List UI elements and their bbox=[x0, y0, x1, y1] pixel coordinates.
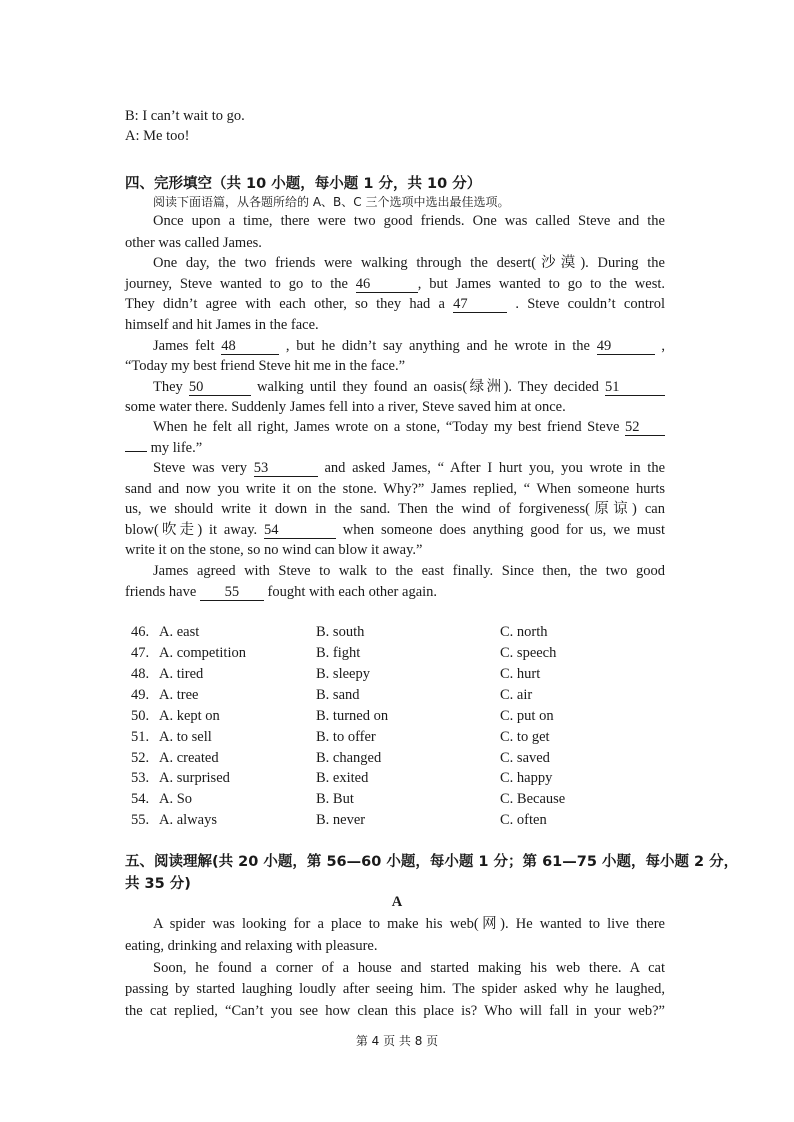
option-c[interactable]: C. put on bbox=[500, 708, 554, 724]
option-c[interactable]: C. north bbox=[500, 624, 548, 640]
cloze-p7-line2: friends have 55 fought with each other again. bbox=[125, 584, 438, 600]
blank-55[interactable]: 55 bbox=[200, 584, 264, 601]
option-a[interactable]: A. tree bbox=[159, 687, 199, 703]
reading-p1-line2: eating, drinking and relaxing with pleasure. bbox=[125, 938, 378, 954]
cloze-p6-line1: Steve was very 53 and asked James, “ After I hurt you, you wrote in the bbox=[153, 460, 666, 476]
reading-p1-line1: A spider was looking for a place to make his web(网). He wanted to live there bbox=[153, 916, 665, 932]
blank-48[interactable]: 48 bbox=[221, 338, 279, 355]
option-b[interactable]: B. south bbox=[316, 624, 365, 640]
cloze-p2-line2: journey, Steve wanted to go to the 46 , but James wanted to go to the west. bbox=[125, 276, 666, 292]
cloze-section-heading: 四、完形填空（共 10 小题，每小题 1 分，共 10 分） bbox=[125, 176, 482, 192]
blank-50[interactable]: 50 bbox=[189, 379, 251, 396]
cloze-p6-line4: blow(吹走) it away. 54 when someone does anything good for us, we must bbox=[125, 522, 666, 538]
option-b[interactable]: B. to offer bbox=[316, 729, 376, 745]
dialogue-line-a: A: Me too! bbox=[125, 128, 190, 144]
option-a[interactable]: A. to sell bbox=[159, 729, 212, 745]
cloze-p3-line1: James felt 48 , but he didn’t say anything and he wrote in the 49 , bbox=[153, 338, 666, 354]
cloze-p5-line2: my life.” bbox=[125, 438, 665, 458]
blank-51[interactable]: 51 bbox=[605, 379, 665, 396]
option-row: 48. A. tired B. sleepy C. hurt bbox=[131, 666, 541, 682]
blank-54[interactable]: 54 bbox=[264, 522, 336, 539]
blank-49[interactable]: 49 bbox=[597, 338, 655, 355]
option-a[interactable]: A. surprised bbox=[159, 770, 230, 786]
cloze-p6-line3: us, we should write it down in the sand. Then the wind of forgiveness(原谅) can bbox=[125, 501, 665, 517]
option-b[interactable]: B. never bbox=[316, 812, 366, 828]
option-row: 46. A. east B. south C. north bbox=[131, 624, 548, 640]
cloze-p5-line1: When he felt all right, James wrote on a stone, “Today my best friend Steve 52 bbox=[153, 417, 665, 437]
option-c[interactable]: C. air bbox=[500, 687, 533, 703]
passage-label: A bbox=[391, 894, 403, 910]
cloze-p3-line2: “Today my best friend Steve hit me in the face.” bbox=[125, 358, 406, 374]
reading-section-heading-cont: 共 35 分) bbox=[125, 876, 191, 892]
option-c[interactable]: C. Because bbox=[500, 791, 566, 807]
cloze-p6-line2: sand and now you write it on the stone. Why?” James replied, “ When someone hurts bbox=[125, 481, 665, 497]
option-a[interactable]: A. tired bbox=[159, 666, 204, 682]
cloze-p1-line2: other was called James. bbox=[125, 235, 262, 251]
reading-p2-line2: passing by started laughing loudly after seeing him. The spider asked why he laughed, bbox=[125, 981, 665, 997]
cloze-p2-line3: They didn’t agree with each other, so they had a 47 . Steve couldn’t control bbox=[125, 296, 665, 312]
option-a[interactable]: A. east bbox=[159, 624, 200, 640]
cloze-p4-line2: some water there. Suddenly James fell into a river, Steve saved him at once. bbox=[125, 399, 566, 415]
blank-52-continued bbox=[125, 451, 147, 452]
cloze-p1-line1: Once upon a time, there were two good friends. One was called Steve and the bbox=[153, 213, 665, 229]
option-a[interactable]: A. created bbox=[159, 750, 219, 766]
option-row: 53. A. surprised B. exited C. happy bbox=[131, 770, 553, 786]
option-a[interactable]: A. competition bbox=[159, 645, 246, 661]
cloze-p2-line4: himself and hit James in the face. bbox=[125, 317, 319, 333]
blank-46[interactable]: 46 bbox=[356, 276, 418, 293]
option-row: 47. A. competition B. fight C. speech bbox=[131, 645, 557, 661]
option-a[interactable]: A. always bbox=[159, 812, 217, 828]
reading-p2-line1: Soon, he found a corner of a house and started making his web there. A cat bbox=[153, 960, 665, 976]
option-row: 55. A. always B. never C. often bbox=[131, 812, 547, 828]
blank-52[interactable]: 52 bbox=[625, 419, 665, 436]
option-c[interactable]: C. happy bbox=[500, 770, 553, 786]
option-row: 50. A. kept on B. turned on C. put on bbox=[131, 708, 554, 724]
cloze-p7-line1: James agreed with Steve to walk to the east finally. Since then, the two good bbox=[153, 563, 665, 579]
option-c[interactable]: C. saved bbox=[500, 750, 550, 766]
reading-section-heading: 五、阅读理解(共 20 小题，第 56—60 小题，每小题 1 分；第 61—75 小题，每小题 2 分， bbox=[125, 854, 739, 870]
option-row: 51. A. to sell B. to offer C. to get bbox=[131, 729, 550, 745]
option-row: 52. A. created B. changed C. saved bbox=[131, 750, 550, 766]
option-a[interactable]: A. So bbox=[159, 791, 193, 807]
option-b[interactable]: B. exited bbox=[316, 770, 369, 786]
option-b[interactable]: B. But bbox=[316, 791, 354, 807]
option-c[interactable]: C. to get bbox=[500, 729, 550, 745]
option-c[interactable]: C. often bbox=[500, 812, 547, 828]
cloze-p2-line1: One day, the two friends were walking through the desert(沙漠). During the bbox=[153, 255, 665, 271]
option-a[interactable]: A. kept on bbox=[159, 708, 220, 724]
cloze-instruction: 阅读下面语篇，从各题所给的 A、B、C 三个选项中选出最佳选项。 bbox=[153, 195, 510, 209]
page-footer: 第 4 页 共 8 页 bbox=[355, 1034, 439, 1048]
dialogue-line-b: B: I can’t wait to go. bbox=[125, 108, 245, 124]
cloze-p4-line1: They 50 walking until they found an oasis(绿洲). They decided 51 bbox=[153, 377, 665, 397]
blank-47[interactable]: 47 bbox=[453, 296, 507, 313]
blank-53[interactable]: 53 bbox=[254, 460, 318, 477]
option-c[interactable]: C. hurt bbox=[500, 666, 541, 682]
option-c[interactable]: C. speech bbox=[500, 645, 557, 661]
option-row: 49. A. tree B. sand C. air bbox=[131, 687, 533, 703]
option-b[interactable]: B. fight bbox=[316, 645, 361, 661]
cloze-p6-line5: write it on the stone, so no wind can blow it away.” bbox=[125, 542, 423, 558]
option-b[interactable]: B. sand bbox=[316, 687, 360, 703]
option-b[interactable]: B. changed bbox=[316, 750, 382, 766]
option-b[interactable]: B. turned on bbox=[316, 708, 389, 724]
option-b[interactable]: B. sleepy bbox=[316, 666, 370, 682]
reading-p2-line3: the cat replied, “Can’t you see how clean this place is? Who will fall in your web?” bbox=[125, 1003, 665, 1019]
option-row: 54. A. So B. But C. Because bbox=[131, 791, 566, 807]
